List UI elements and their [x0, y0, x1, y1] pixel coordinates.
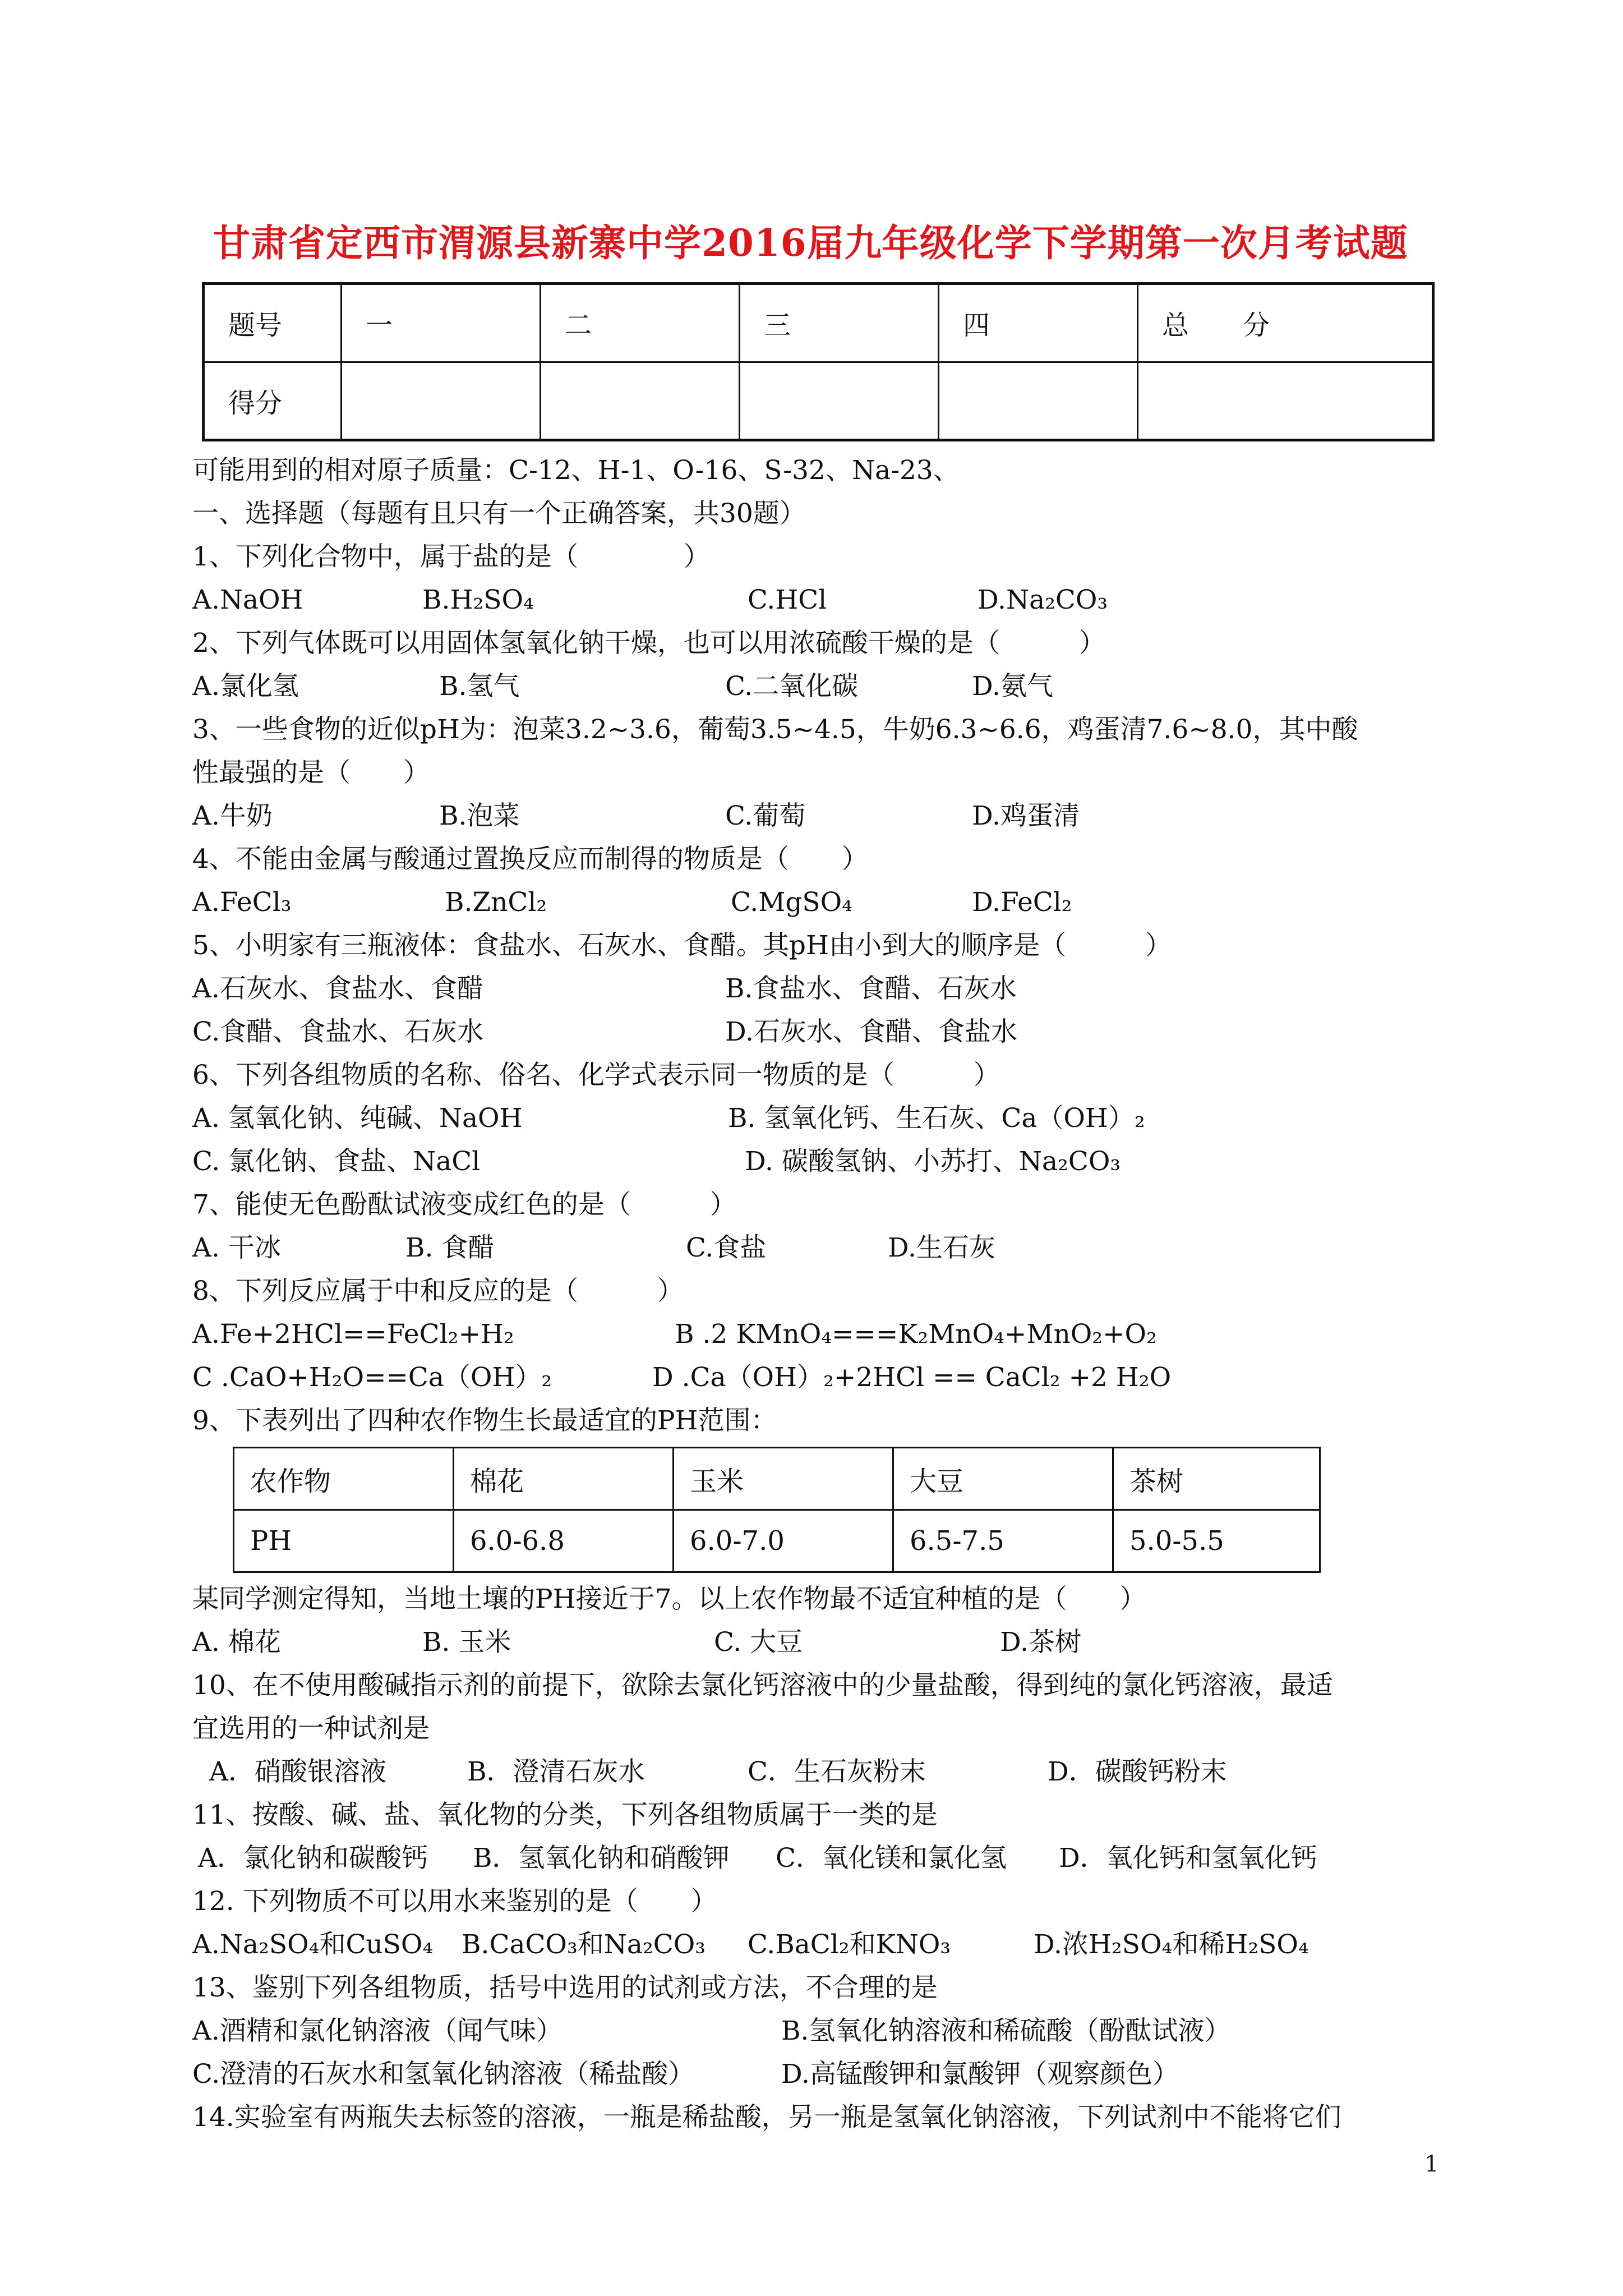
crop-table-header-row — [234, 1448, 1320, 1510]
question-stem: 2、下列气体既可以用固体氢氧化钠干燥，也可以用浓硫酸干燥的是（ ） — [192, 628, 1105, 659]
option-row — [192, 665, 1446, 708]
option-row — [192, 2009, 1446, 2053]
option: C.澄清的石灰水和氢氧化钠溶液（稀盐酸） — [192, 2059, 695, 2090]
option: D. 碳酸氢钠、小苏打、Na₂CO₃ — [745, 1146, 1121, 1177]
crop-table-cell: 5.0-5.5 — [1113, 1510, 1320, 1572]
option: A.酒精和氯化钠溶液（闻气味） — [192, 2016, 562, 2046]
page-title: 甘肃省定西市渭源县新寨中学2016届九年级化学下学期第一次月考试题 — [213, 221, 1408, 265]
option: B. 玉米 — [422, 1627, 511, 1658]
question-stem: 11、按酸、碱、盐、氧化物的分类，下列各组物质属于一类的是 — [192, 1800, 938, 1830]
question-stem: 9、下表列出了四种农作物生长最适宜的PH范围： — [192, 1405, 777, 1436]
option: D .Ca（OH）₂+2HCl == CaCl₂ +2 H₂O — [652, 1362, 1172, 1393]
option: A. 氢氧化钠、纯碱、NaOH — [192, 1103, 523, 1134]
option-row — [192, 1923, 1446, 1966]
option: B.食盐水、食醋、石灰水 — [725, 973, 1017, 1004]
crop-table-cell: PH — [234, 1510, 454, 1572]
option: D.FeCl₂ — [972, 887, 1072, 918]
option: C.HCl — [748, 585, 827, 615]
score-input-cell[interactable] — [541, 362, 740, 440]
option: B．氢氧化钠和硝酸钾 — [473, 1843, 730, 1874]
score-header-cell: 总 分 — [1138, 284, 1433, 362]
option: C.二氧化碳 — [725, 671, 859, 702]
question-list — [192, 449, 1446, 2139]
crop-ph-table — [233, 1447, 1321, 1573]
option-row — [192, 1621, 1446, 1664]
option: C.葡萄 — [725, 800, 806, 831]
option: C .CaO+H₂O==Ca（OH）₂ — [192, 1362, 552, 1393]
option: A．氯化钠和碳酸钙 — [198, 1843, 428, 1874]
option: A. 棉花 — [192, 1627, 281, 1658]
option: B.ZnCl₂ — [445, 887, 547, 918]
question-stem: 6、下列各组物质的名称、俗名、化学式表示同一物质的是（ ） — [192, 1060, 1000, 1091]
option: C. 氯化钠、食盐、NaCl — [192, 1146, 481, 1177]
option: D.高锰酸钾和氯酸钾（观察颜色） — [781, 2059, 1179, 2090]
option: B. 氢氧化钙、生石灰、Ca（OH）₂ — [728, 1103, 1145, 1134]
question-stem: 12. 下列物质不可以用水来鉴别的是（ ） — [192, 1886, 717, 1917]
option: B.氢气 — [439, 671, 520, 702]
atomic-mass-note: 可能用到的相对原子质量：C-12、H-1、O-16、S-32、Na-23、 — [192, 455, 960, 486]
option: A.石灰水、食盐水、食醋 — [192, 973, 483, 1004]
question-stem: 10、在不使用酸碱指示剂的前提下，欲除去氯化钙溶液中的少量盐酸，得到纯的氯化钙溶液，最适 — [192, 1670, 1333, 1701]
option-row — [192, 794, 1446, 838]
question-stem: 1、下列化合物中，属于盐的是（ ） — [192, 541, 710, 572]
option: D．碳酸钙粉末 — [1048, 1756, 1227, 1787]
score-input-cell[interactable] — [342, 362, 541, 440]
score-header-cell: 一 — [342, 284, 541, 362]
crop-table-cell: 茶树 — [1113, 1448, 1320, 1510]
option: B．澄清石灰水 — [467, 1756, 645, 1787]
option: B.泡菜 — [439, 800, 520, 831]
option: C.BaCl₂和KNO₃ — [748, 1929, 951, 1960]
option-row — [192, 1313, 1446, 1356]
option-row — [192, 1010, 1446, 1053]
option: D.茶树 — [1000, 1627, 1081, 1658]
score-table — [202, 282, 1435, 441]
option: A.Na₂SO₄和CuSO₄ — [192, 1929, 434, 1960]
option: D.Na₂CO₃ — [978, 585, 1108, 615]
option-row — [192, 881, 1446, 924]
option: C.MgSO₄ — [731, 887, 853, 918]
option-row — [192, 1140, 1446, 1183]
option: C．生石灰粉末 — [748, 1756, 926, 1787]
option: A. 干冰 — [192, 1232, 281, 1263]
option: B. 食醋 — [405, 1232, 495, 1263]
option: A.Fe+2HCl==FeCl₂+H₂ — [192, 1319, 514, 1350]
option-row — [192, 2053, 1446, 2096]
option: D.氨气 — [972, 671, 1053, 702]
option: D.生石灰 — [888, 1232, 995, 1263]
option: C．氧化镁和氯化氢 — [776, 1843, 1007, 1874]
option: D.鸡蛋清 — [972, 800, 1080, 831]
option: B .2 KMnO₄===K₂MnO₄+MnO₂+O₂ — [675, 1319, 1157, 1350]
score-input-cell[interactable] — [1138, 362, 1433, 440]
score-input-cell[interactable] — [939, 362, 1138, 440]
crop-table-cell: 大豆 — [893, 1448, 1113, 1510]
question-stem: 某同学测定得知，当地土壤的PH接近于7。以上农作物最不适宜种植的是（ ） — [192, 1584, 1146, 1614]
option: C. 大豆 — [714, 1627, 803, 1658]
option: B.CaCO₃和Na₂CO₃ — [462, 1929, 706, 1960]
option: A.牛奶 — [192, 800, 273, 831]
option: A.氯化氢 — [192, 671, 299, 702]
option: C.食盐 — [686, 1232, 767, 1263]
crop-table-cell: 棉花 — [454, 1448, 674, 1510]
option: D．氧化钙和氢氧化钙 — [1059, 1843, 1317, 1874]
question-stem: 5、小明家有三瓶液体：食盐水、石灰水、食醋。其pH由小到大的顺序是（ ） — [192, 930, 1172, 961]
score-header-cell: 二 — [541, 284, 740, 362]
score-table-header-row — [204, 284, 1433, 362]
option: D.石灰水、食醋、食盐水 — [725, 1016, 1017, 1047]
crop-table-cell: 6.0-6.8 — [454, 1510, 674, 1572]
score-header-label: 题号 — [204, 284, 342, 362]
score-input-cell[interactable] — [740, 362, 939, 440]
question-stem: 4、不能由金属与酸通过置换反应而制得的物质是（ ） — [192, 844, 868, 875]
option-row — [192, 1750, 1446, 1793]
question-stem: 性最强的是（ ） — [192, 757, 430, 788]
option: D.浓H₂SO₄和稀H₂SO₄ — [1034, 1929, 1309, 1960]
option-row — [192, 1837, 1446, 1880]
option: A.FeCl₃ — [192, 887, 292, 918]
section-heading: 一、选择题（每题有且只有一个正确答案，共30题） — [192, 498, 806, 529]
option-row — [192, 1356, 1446, 1399]
question-stem: 7、能使无色酚酞试液变成红色的是（ ） — [192, 1189, 736, 1220]
crop-table-cell: 6.5-7.5 — [893, 1510, 1113, 1572]
option: C.食醋、食盐水、石灰水 — [192, 1016, 484, 1047]
question-stem: 14.实验室有两瓶失去标签的溶液，一瓶是稀盐酸，另一瓶是氢氧化钠溶液，下列试剂中不能将它们 — [192, 2102, 1341, 2133]
score-row-label: 得分 — [204, 362, 342, 440]
question-stem: 13、鉴别下列各组物质，括号中选用的试剂或方法，不合理的是 — [192, 1972, 938, 2003]
page-number: 1 — [1424, 2151, 1439, 2177]
option-row — [192, 578, 1446, 622]
option: B.氢氧化钠溶液和稀硫酸（酚酞试液） — [781, 2016, 1231, 2046]
option: B.H₂SO₄ — [422, 585, 534, 615]
score-header-cell: 四 — [939, 284, 1138, 362]
question-stem: 宜选用的一种试剂是 — [192, 1713, 430, 1744]
score-header-cell: 三 — [740, 284, 939, 362]
crop-table-cell: 6.0-7.0 — [674, 1510, 893, 1572]
score-table-score-row — [204, 362, 1433, 440]
option-row — [192, 1226, 1446, 1269]
option-row — [192, 1097, 1446, 1140]
option: A．硝酸银溶液 — [209, 1756, 386, 1787]
question-stem: 8、下列反应属于中和反应的是（ ） — [192, 1276, 684, 1306]
crop-table-cell: 农作物 — [234, 1448, 454, 1510]
option: A.NaOH — [192, 585, 303, 615]
option-row — [192, 967, 1446, 1010]
question-stem: 3、一些食物的近似pH为：泡菜3.2~3.6，葡萄3.5~4.5，牛奶6.3~6.6，鸡蛋清7.6~8.0，其中酸 — [192, 714, 1358, 745]
crop-table-value-row — [234, 1510, 1320, 1572]
crop-table-cell: 玉米 — [674, 1448, 893, 1510]
